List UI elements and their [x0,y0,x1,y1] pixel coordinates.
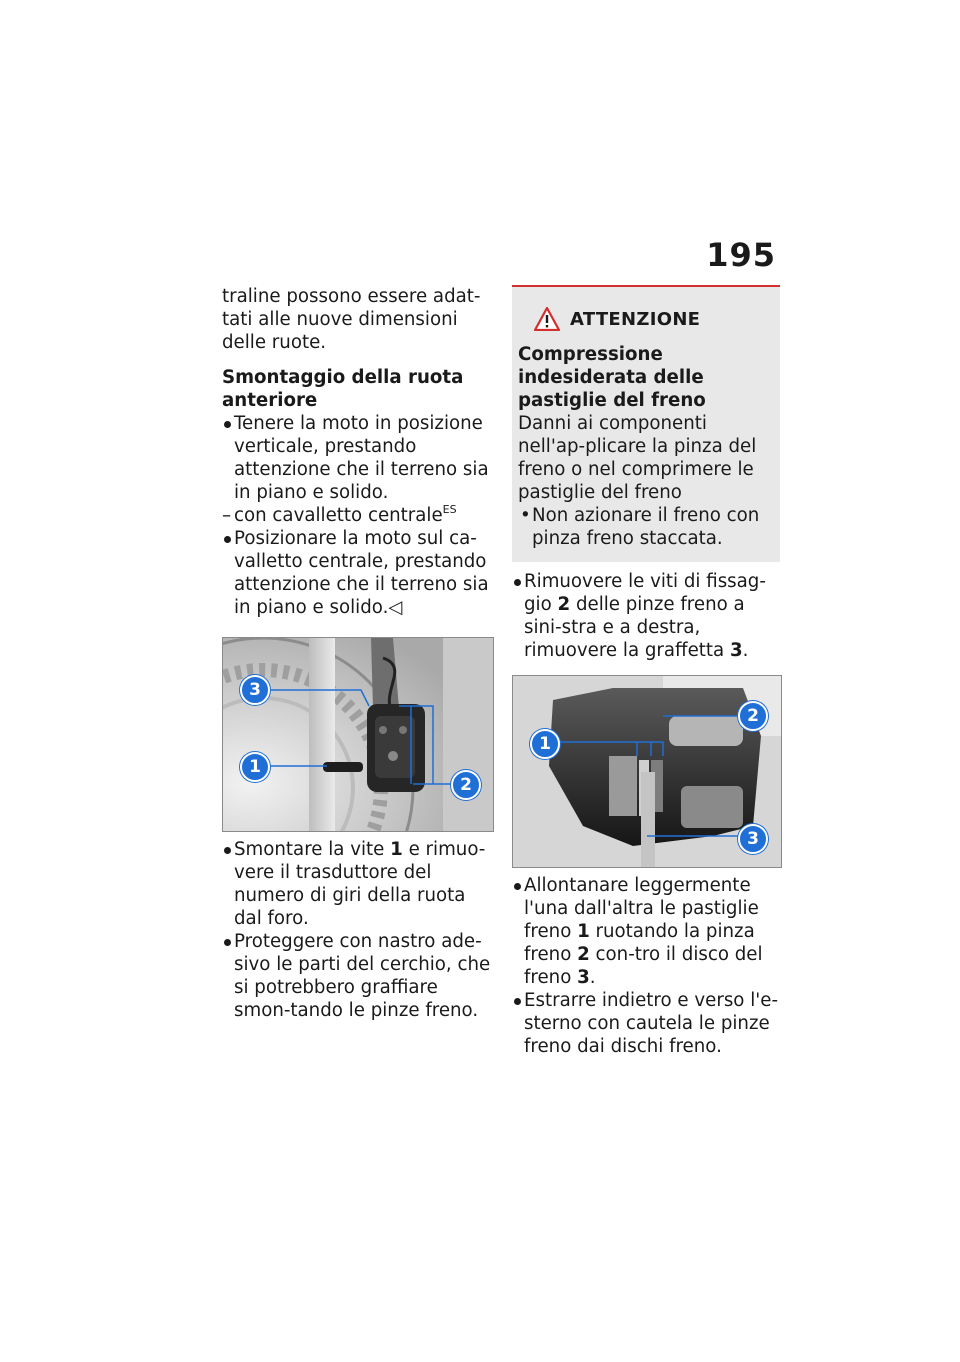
brake-caliper-figure [222,637,494,832]
right-column [512,285,780,1058]
callout-2: 2 [451,770,481,800]
step-protect-rim: Proteggere con nastro ade-sivo le parti del cerchio, che si potrebbero graffiare smon-tando le pinze freno. [222,930,494,1022]
warning-subtitle: Compressione indesiderata delle pastiglie del freno [518,344,706,411]
warning-title-row [518,301,774,337]
step-remove-screw-text-a: Smontare la vite [234,839,391,860]
page-number: 195 [706,236,776,274]
step-separate-pads-text-b: ruotando la pinza freno [524,921,755,965]
warning-triangle-icon [534,307,560,331]
step-remove-screws-text-c: . [742,640,749,661]
step-remove-screw-text-b: e rimuo-vere il trasduttore del numero di giri della ruota dal foro. [234,839,486,929]
brake-pads-figure [512,675,782,868]
ref-number: 2 [577,944,590,965]
warning-bullet: • Non azionare il freno con pinza freno staccata. [518,504,774,550]
step-remove-screws [512,570,780,662]
step-upright: Tenere la moto in posizione verticale, prestando attenzione che il terreno sia in piano e solido. [222,412,494,504]
step-separate-pads-text-a: Allontanare leggermente l'una dall'altra le pastiglie freno [524,875,759,942]
step-remove-screw [222,838,494,930]
condition-center-stand [222,504,494,527]
left-column [222,285,494,1022]
step-center-stand [222,527,494,619]
ref-number: 3 [577,967,590,988]
end-mark-icon: ◁ [388,597,403,618]
condition-text: con cavalletto centrale [234,505,443,526]
callout-3: 3 [738,824,768,854]
wheel-caliper-illustration [223,638,493,831]
step-center-stand-text: Posizionare la moto sul ca-valletto centrale, prestando attenzione che il terreno sia in piano e solido. [234,528,489,618]
warning-box [512,285,780,562]
warning-title: ATTENZIONE [570,308,701,330]
step-separate-pads [512,874,780,989]
step-separate-pads-text-d: . [589,967,596,988]
step-remove-screws-text-b: delle pinze freno a sini-stra e a destra, rimuovere la graffetta [524,594,745,661]
step-remove-screws-text-a: Rimuovere le viti di fissag-gio [524,571,766,615]
section-heading: Smontaggio della ruota anteriore [222,367,464,411]
callout-3: 3 [240,675,270,705]
ref-number: 1 [577,921,590,942]
callout-1: 1 [240,752,270,782]
intro-text: traline possono essere adat-tati alle nuove dimensioni delle ruote. [222,286,481,353]
callout-1: 1 [530,729,560,759]
callout-2: 2 [738,701,768,731]
ref-number: 3 [729,640,743,661]
warning-text: Danni ai componenti nell'ap-plicare la pinza del freno o nel comprimere le pastiglie del freno [518,413,757,503]
step-separate-pads-text-c: con-tro il disco del freno [524,944,763,988]
ref-number: 1 [390,839,403,860]
ref-number: 2 [557,594,571,615]
condition-superscript: ES [442,503,457,516]
step-extract-calipers: Estrarre indietro e verso l'e-sterno con cautela le pinze freno dai dischi freno. [512,989,780,1058]
